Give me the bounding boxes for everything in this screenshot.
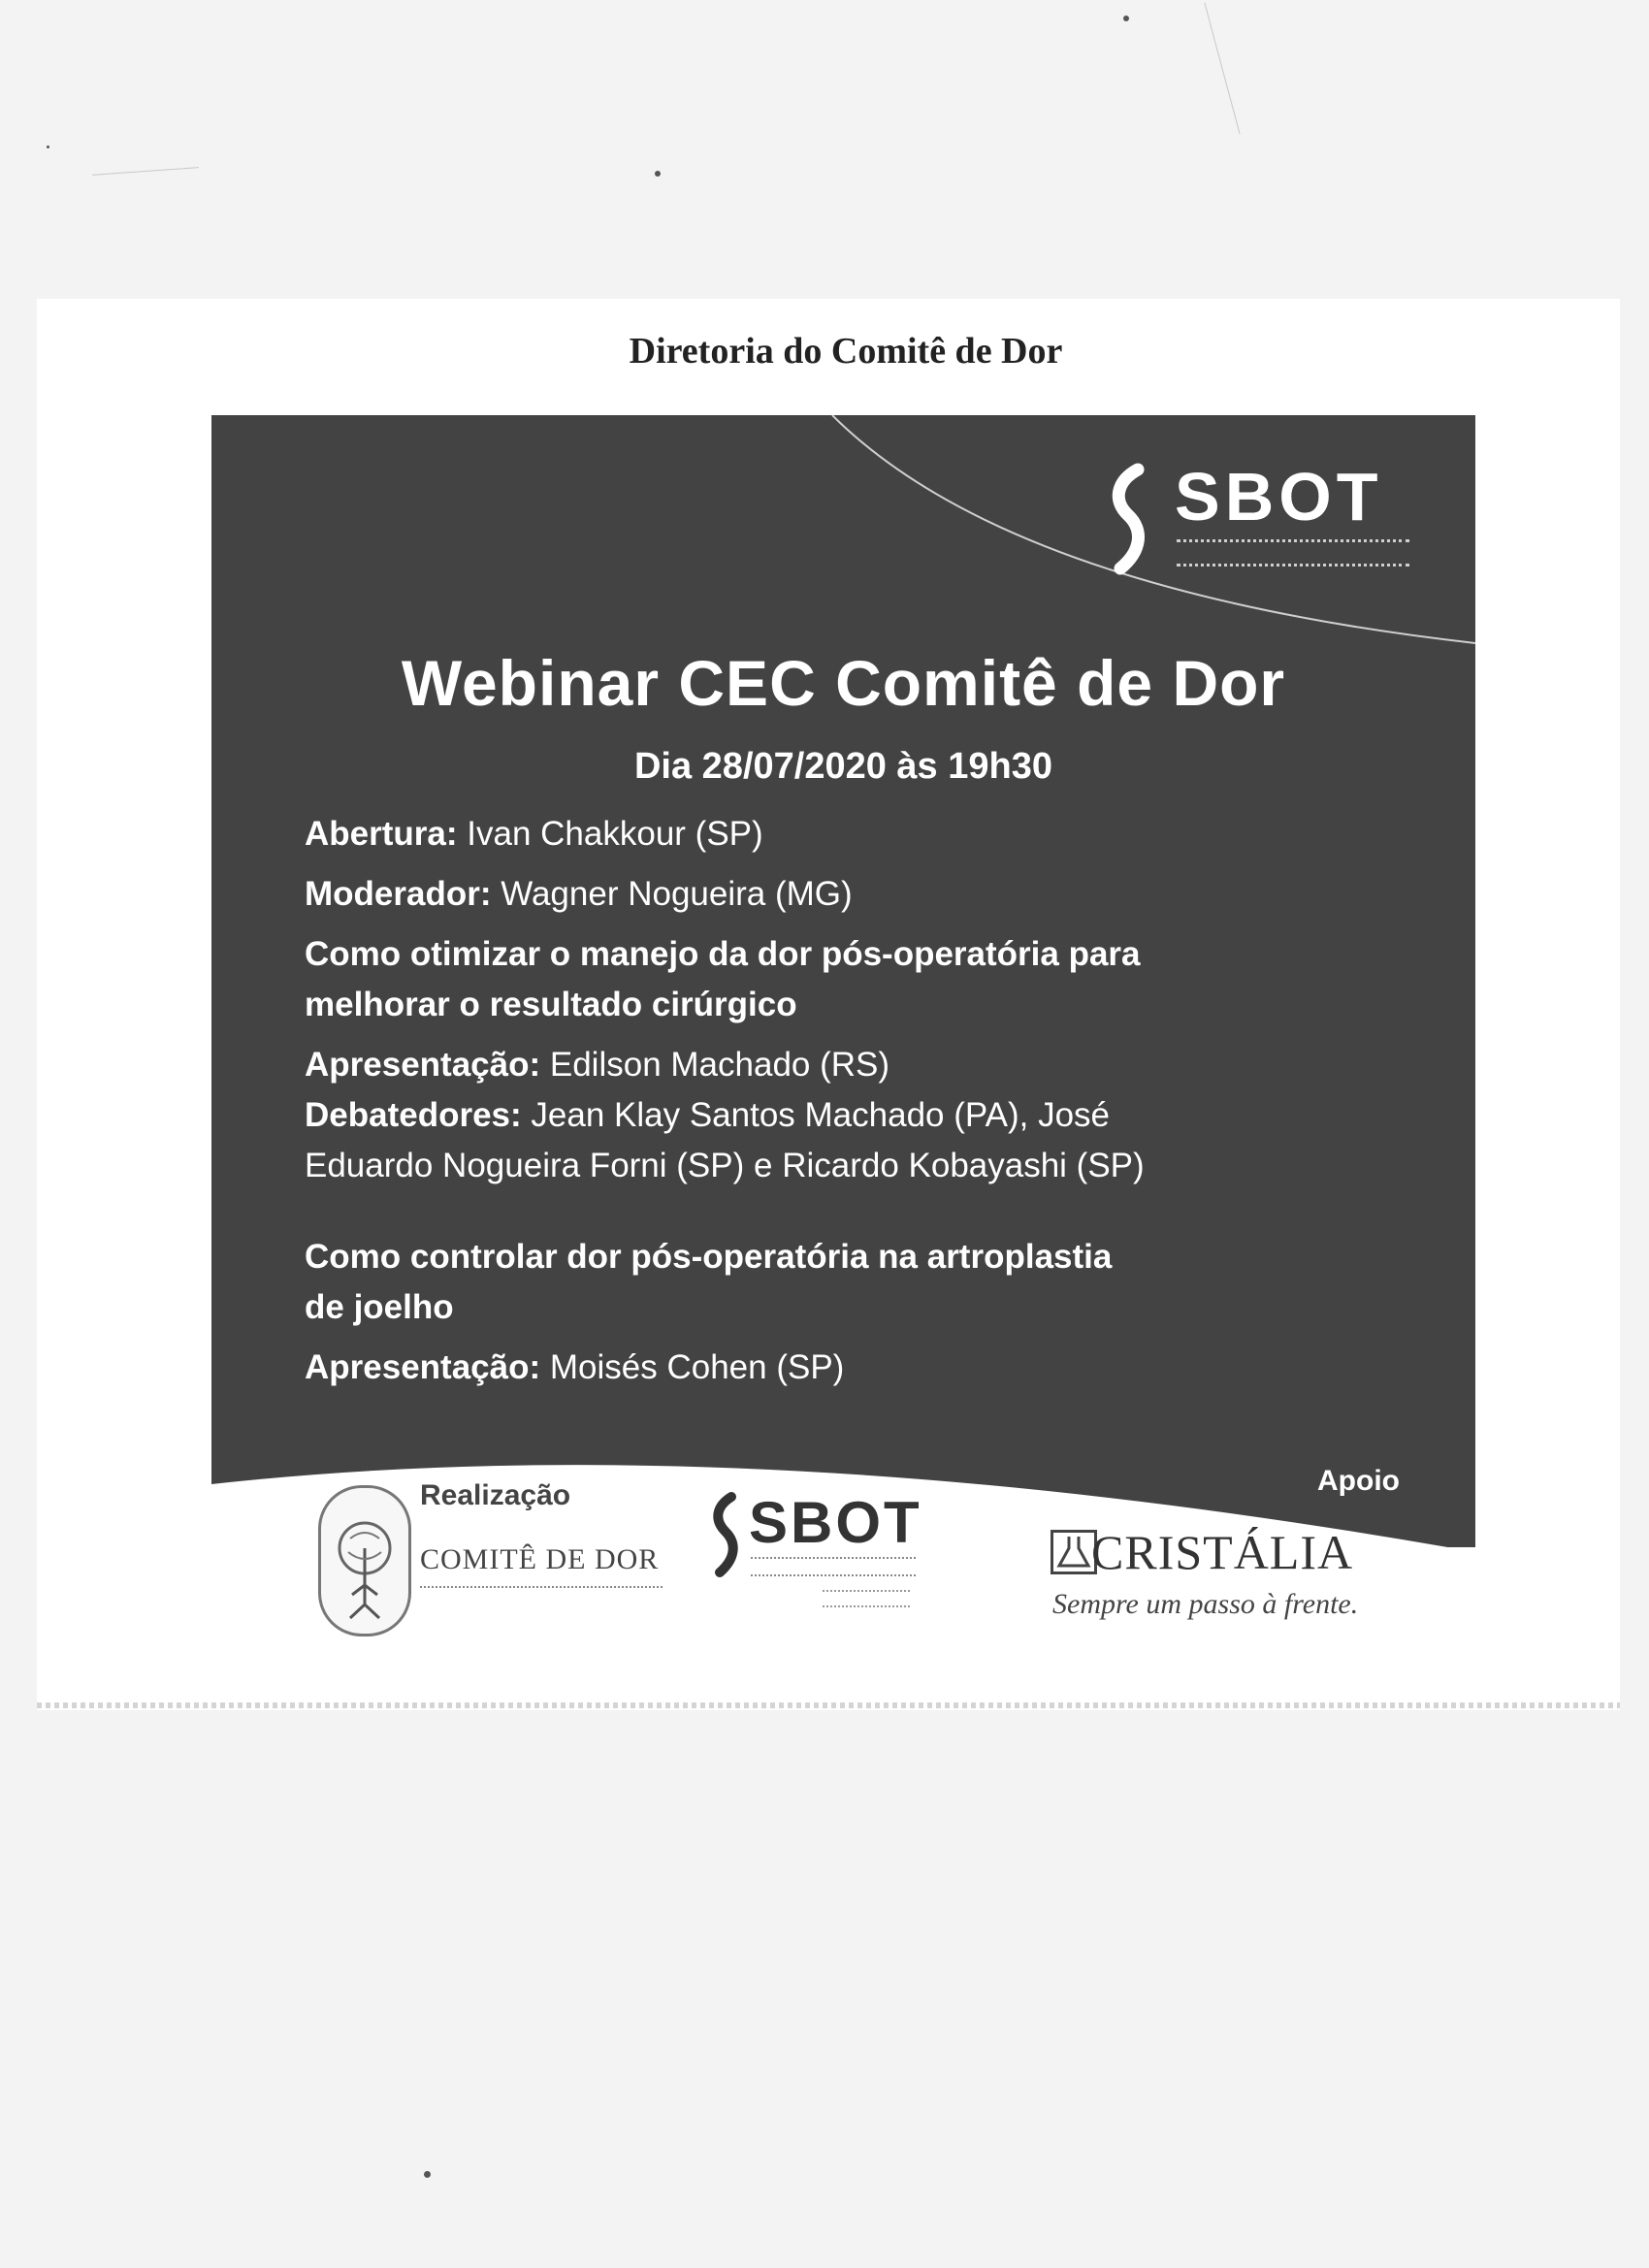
scan-speck xyxy=(1123,16,1129,21)
scan-speck xyxy=(47,146,49,148)
session1-debaters-label: Debatedores: xyxy=(305,1096,522,1134)
sbot-logo-top xyxy=(1099,458,1419,599)
session2-presentation-value: Moisés Cohen (SP) xyxy=(549,1348,845,1386)
flask-icon xyxy=(1051,1530,1097,1574)
sbot-logo-bottom xyxy=(706,1489,929,1635)
sbot-mark-icon xyxy=(1099,462,1167,578)
sbot-logo-text: SBOT xyxy=(749,1490,922,1555)
session2-presentation-line xyxy=(305,1343,1420,1393)
scan-speck xyxy=(655,171,661,177)
scan-scratch xyxy=(1204,3,1240,134)
session1-debaters-line xyxy=(305,1090,1420,1141)
sbot-logo-text: SBOT xyxy=(1175,459,1383,535)
program-list xyxy=(305,809,1420,1393)
page-torn-edge xyxy=(37,1702,1620,1708)
realizacao-block xyxy=(318,1479,687,1644)
sbot-tagline-small xyxy=(751,1557,916,1576)
cristalia-slogan: Sempre um passo à frente. xyxy=(1052,1588,1359,1620)
session2-title-line1: Como controlar dor pós-operatória na artroplastia xyxy=(305,1238,1113,1276)
apoio-label: Apoio xyxy=(1317,1465,1400,1497)
sbot-tagline-small xyxy=(823,1590,910,1607)
scan-scratch xyxy=(92,167,199,176)
session2-presentation-label: Apresentação: xyxy=(305,1348,541,1386)
sbot-tagline-small xyxy=(1177,539,1409,567)
session1-debaters-value: Jean Klay Santos Machado (PA), José xyxy=(531,1096,1111,1134)
session1-presentation-line xyxy=(305,1040,1420,1090)
flyer-footer xyxy=(211,1460,1475,1664)
opening-line xyxy=(305,809,1420,859)
session1-title-line1: Como otimizar o manejo da dor pós-operatória para xyxy=(305,935,1141,973)
comite-tagline-small xyxy=(420,1586,663,1594)
comite-de-dor-logo: COMITÊ DE DOR xyxy=(420,1543,660,1575)
session1-presentation-value: Edilson Machado (RS) xyxy=(549,1046,890,1084)
scan-speck xyxy=(424,2171,431,2178)
session1-presentation-label: Apresentação: xyxy=(305,1046,541,1084)
session1-title-line2: melhorar o resultado cirúrgico xyxy=(305,986,797,1023)
realizacao-label: Realização xyxy=(420,1479,571,1511)
opening-value: Ivan Chakkour (SP) xyxy=(467,815,763,853)
sbot-mark-icon xyxy=(706,1491,749,1578)
session2-title-line2: de joelho xyxy=(305,1288,454,1326)
moderator-value: Wagner Nogueira (MG) xyxy=(501,875,853,913)
cristalia-logo xyxy=(1051,1524,1419,1640)
moderator-label: Moderador: xyxy=(305,875,492,913)
webinar-flyer xyxy=(211,415,1475,1547)
webinar-date: Dia 28/07/2020 às 19h30 xyxy=(633,746,1052,787)
cristalia-logo-text: CRISTÁLIA xyxy=(1091,1525,1354,1579)
session1-debaters-line2: Eduardo Nogueira Forni (SP) e Ricardo Kobayashi (SP) xyxy=(305,1147,1145,1184)
opening-label: Abertura: xyxy=(305,815,458,853)
moderator-line xyxy=(305,869,1420,920)
document-heading: Diretoria do Comitê de Dor xyxy=(629,331,1063,372)
webinar-title: Webinar CEC Comitê de Dor xyxy=(401,647,1286,719)
comite-tree-icon xyxy=(318,1485,411,1636)
